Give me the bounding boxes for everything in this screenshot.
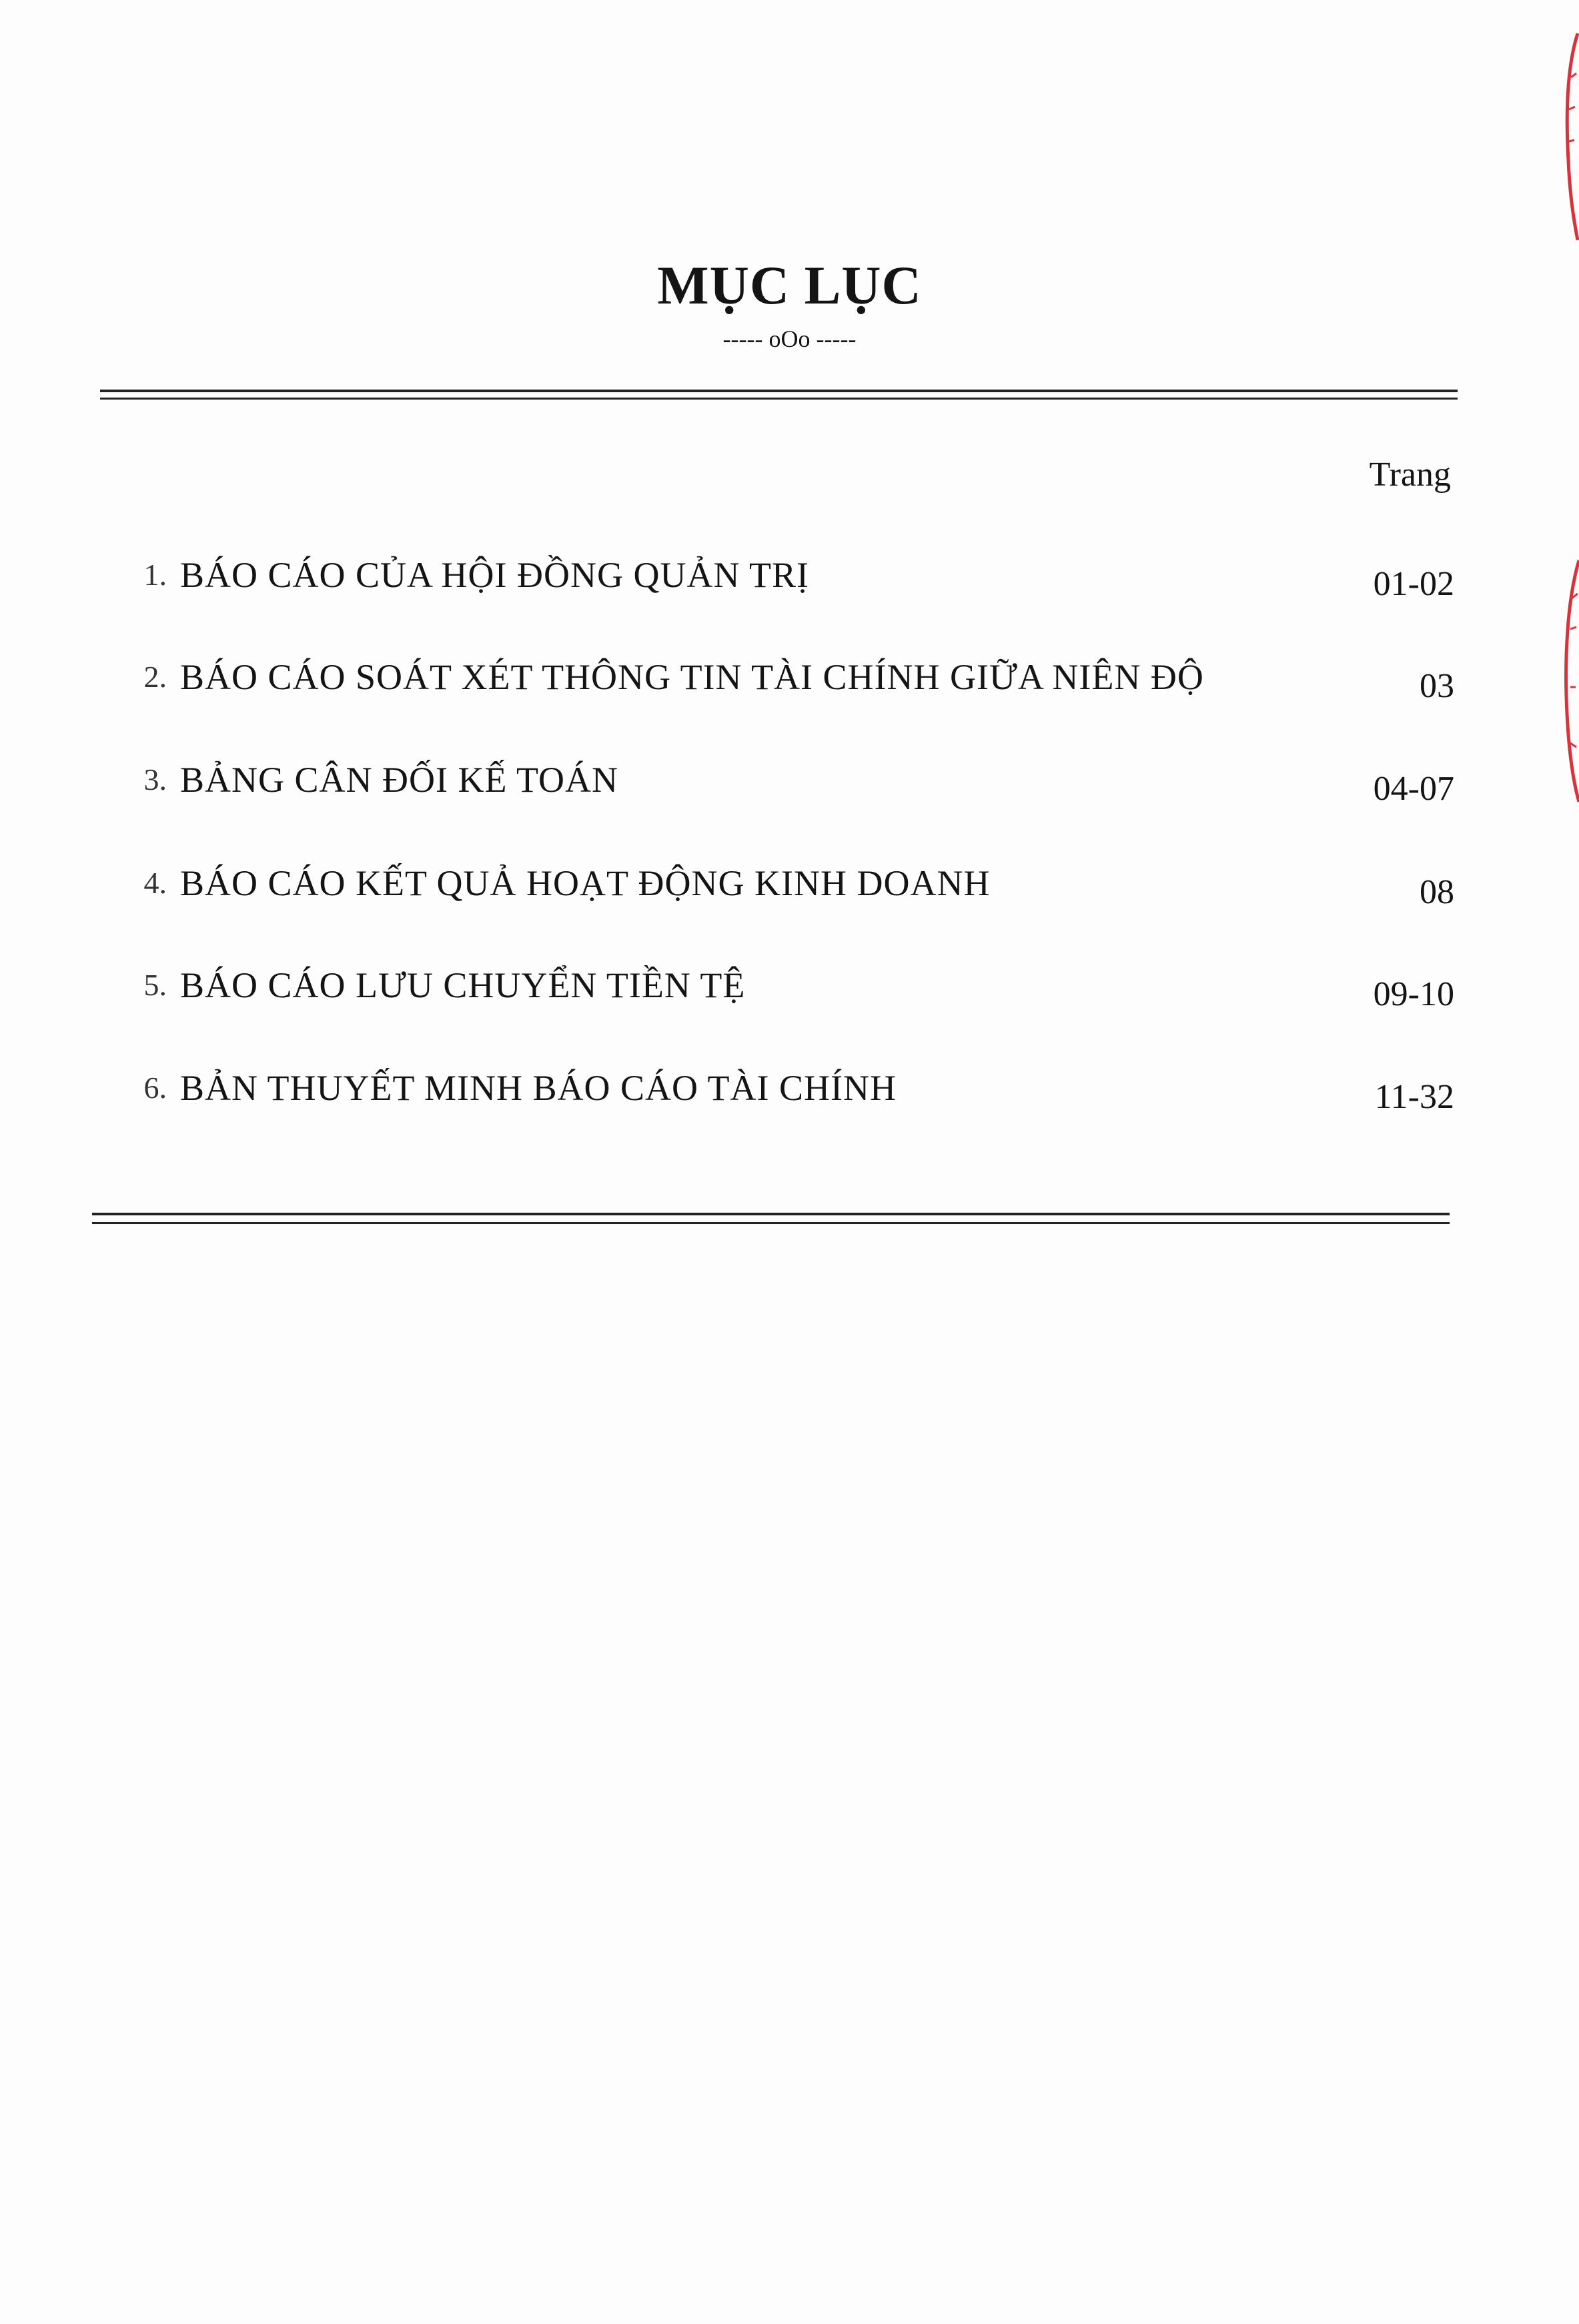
page-column-header: Trang [1369,456,1451,494]
toc-item-balance-sheet[interactable] [93,753,1454,806]
toc-item-board-report[interactable] [93,548,1454,602]
page-title: MỤC LỤC [657,255,922,316]
stamp-fragment-middle [1563,554,1579,807]
toc-item-pages: 08 [1420,873,1454,911]
toc-item-pages: 11-32 [1374,1078,1454,1116]
toc-item-pages: 09-10 [1373,975,1454,1013]
toc-item-pages: 01-02 [1373,565,1454,603]
stamp-fragment-top [1563,27,1579,247]
toc-item-number: 2. [143,660,167,694]
toc-item-title: BẢN THUYẾT MINH BÁO CÁO TÀI CHÍNH [180,1068,897,1108]
toc-item-number: 6. [143,1071,167,1105]
top-rule [100,390,1458,392]
toc-item-number: 5. [143,968,167,1002]
toc-item-pages: 03 [1420,667,1454,705]
toc-item-number: 3. [143,762,167,796]
toc-item-income-statement[interactable] [93,856,1454,910]
toc-item-notes[interactable] [93,1061,1454,1115]
top-rule-second [100,398,1458,400]
toc-item-title: BÁO CÁO KẾT QUẢ HOẠT ĐỘNG KINH DOANH [180,863,991,903]
toc-item-review-report[interactable] [93,650,1454,704]
bottom-rule [92,1213,1450,1215]
toc-item-number: 4. [143,866,167,900]
toc-item-title: BẢNG CÂN ĐỐI KẾ TOÁN [180,760,619,800]
toc-item-title: BÁO CÁO CỦA HỘI ĐỒNG QUẢN TRỊ [180,555,810,595]
bottom-rule-second [92,1222,1450,1224]
toc-item-cash-flow[interactable] [93,959,1454,1012]
toc-item-pages: 04-07 [1373,770,1454,808]
toc-item-title: BÁO CÁO SOÁT XÉT THÔNG TIN TÀI CHÍNH GIỮA NIÊN ĐỘ [180,657,1204,697]
title-ornament: ----- oOo ----- [722,326,857,352]
toc-item-title: BÁO CÁO LƯU CHUYỂN TIỀN TỆ [180,965,746,1005]
toc-item-number: 1. [143,558,167,592]
